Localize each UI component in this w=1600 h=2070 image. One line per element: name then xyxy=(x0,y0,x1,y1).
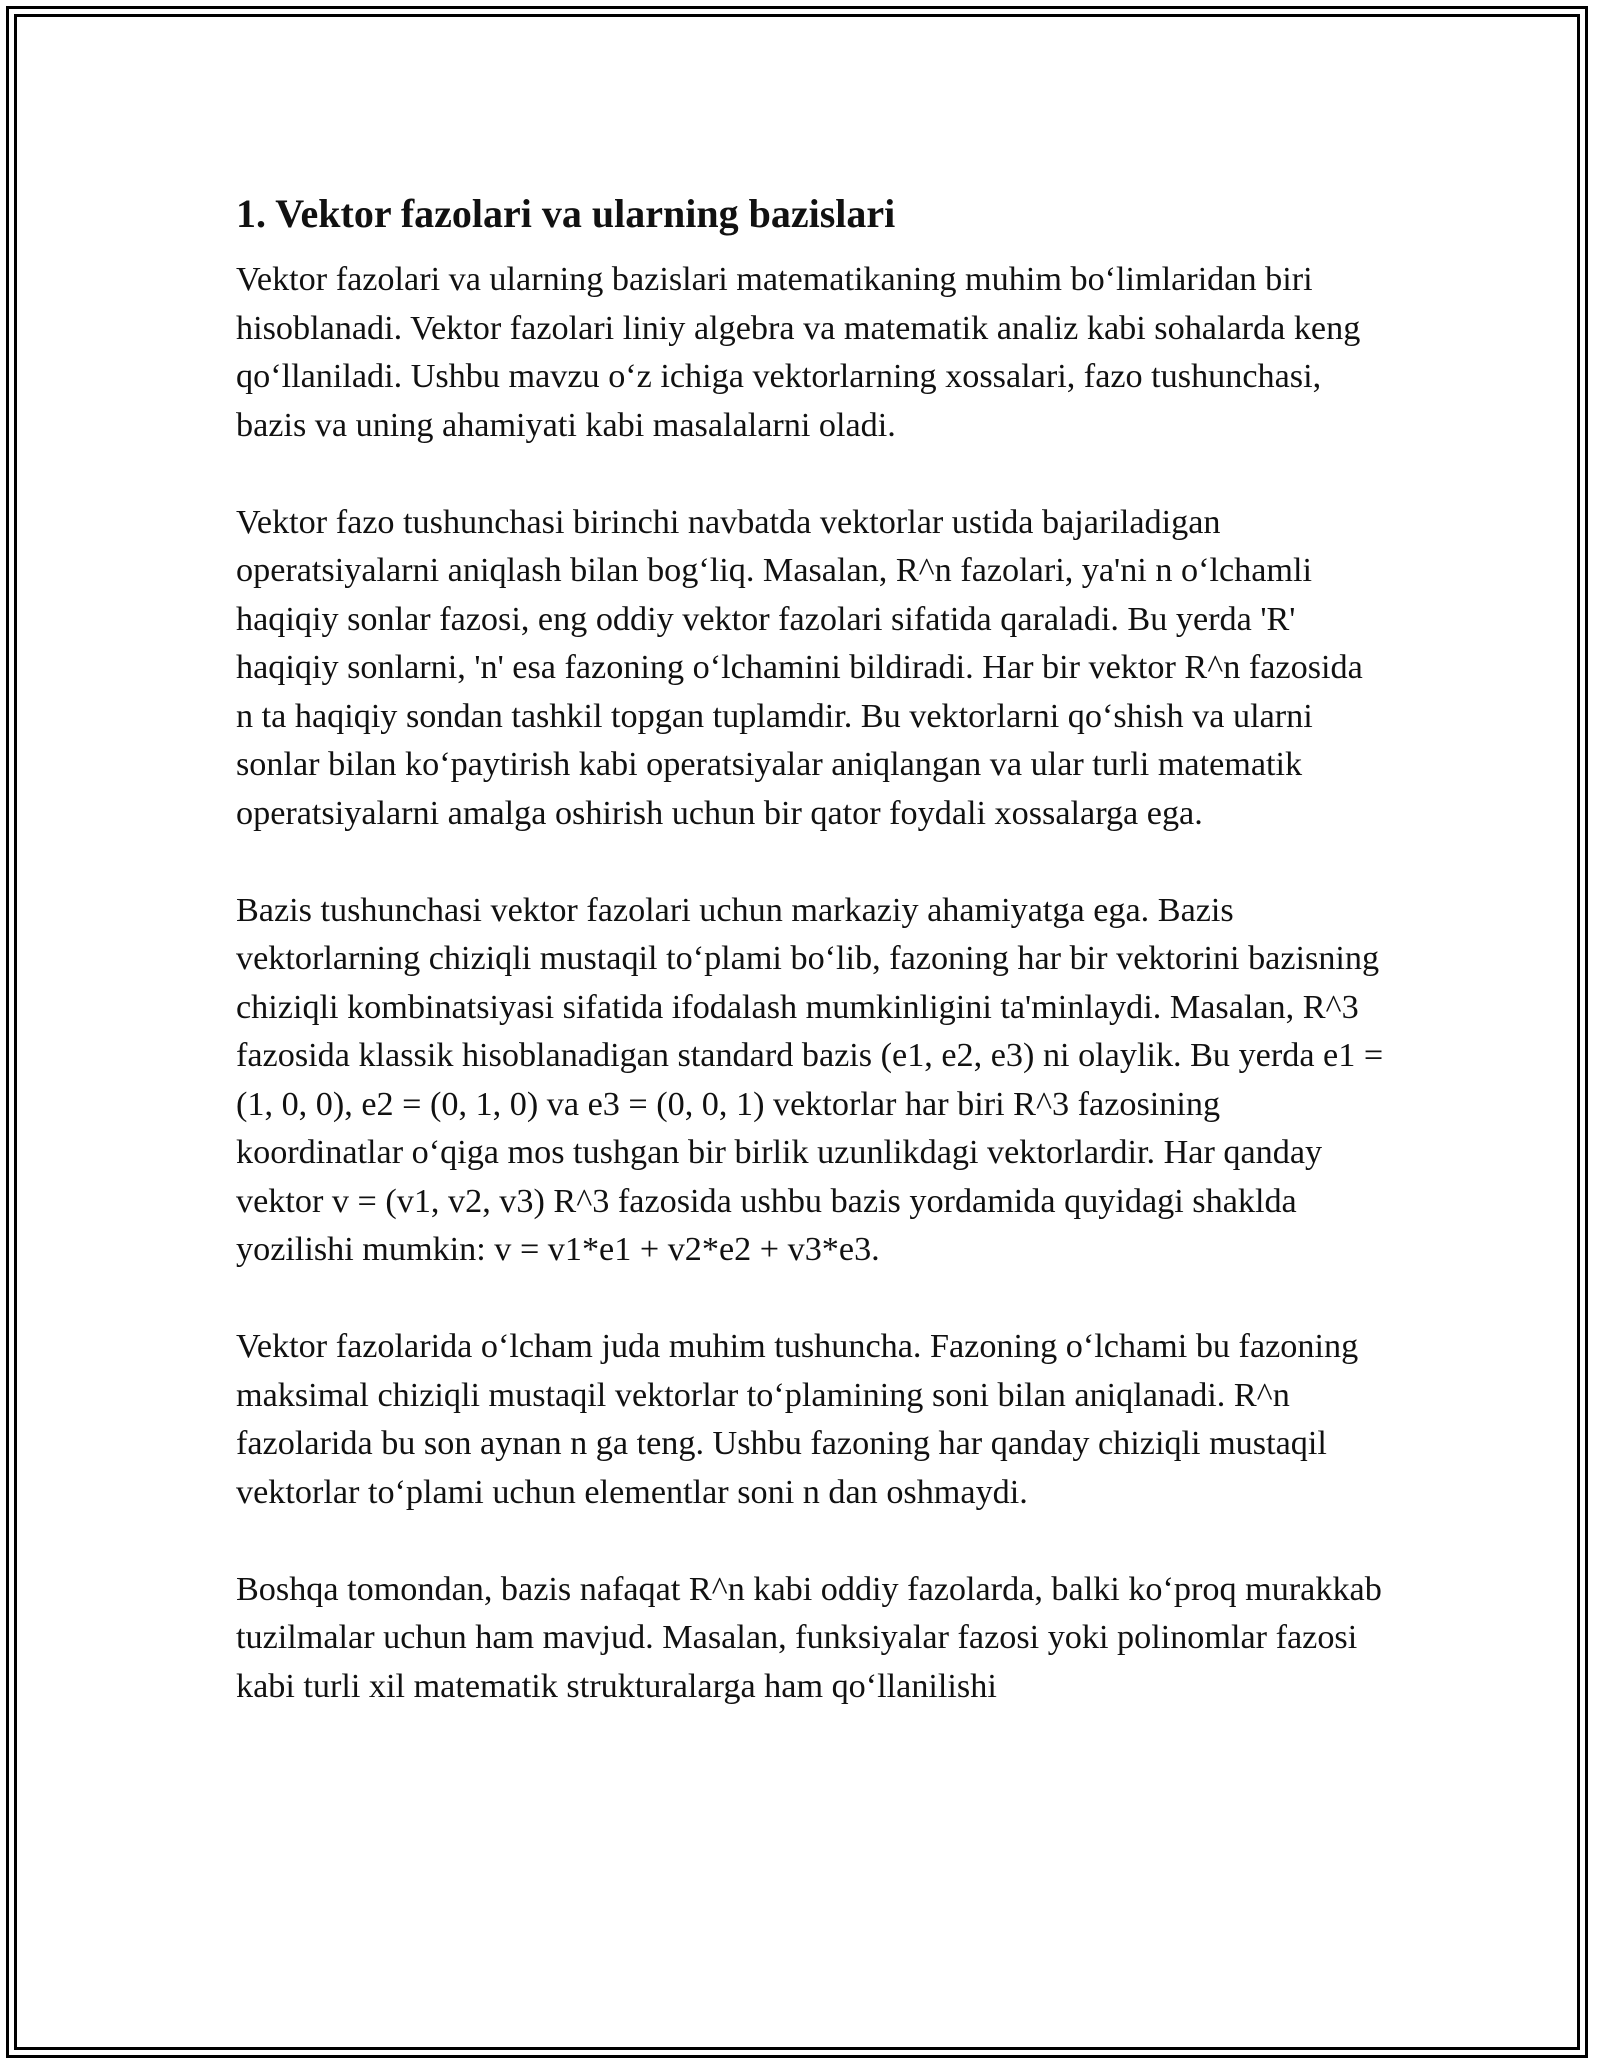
paragraph-vector-space-concept: Vektor fazo tushunchasi birinchi navbatda vektorlar ustida bajariladigan operatsiyalarni aniqlash bilan bog‘liq. Masalan, R^n fazolari, ya'ni n o‘lchamli haqiqiy sonlar fazosi, eng oddiy vektor fazolari sifatida qaraladi. Bu yerda 'R' haqiqiy sonlarni, 'n' esa fazoning o‘lchamini bildiradi. Har bir vektor R^n fazosida n ta haqiqiy sondan tashkil topgan tuplamdir. Bu vektorlarni qo‘shish va ularni sonlar bilan ko‘paytirish kabi operatsiyalar aniqlangan va ular turli matematik operatsiyalarni amalga oshirish uchun bir qator foydali xossalarga ega. xyxy=(236,503,1363,832)
section-title: 1. Vektor fazolari va ularning bazislari xyxy=(236,191,896,236)
paragraph-general-spaces: Boshqa tomondan, bazis nafaqat R^n kabi oddiy fazolarda, balki ko‘proq murakkab tuzilmalar uchun ham mavjud. Masalan, funksiyalar fazosi yoki polinomlar fazosi kabi turli xil matematik strukturalarga ham qo‘llanilishi xyxy=(236,1570,1382,1705)
paragraph-basis-concept: Bazis tushunchasi vektor fazolari uchun markaziy ahamiyatga ega. Bazis vektorlarning chiziqli mustaqil to‘plami bo‘lib, fazoning har bir vektorini bazisning chiziqli kombinatsiyasi sifatida ifodalash mumkinligini ta'minlaydi. Masalan, R^3 fazosida klassik hisoblanadigan standard bazis (e1, e2, e3) ni olaylik. Bu yerda e1 = (1, 0, 0), e2 = (0, 1, 0) va e3 = (0, 0, 1) vektorlar har biri R^3 fazosining koordinatlar o‘qiga mos tushgan bir birlik uzunlikdagi vektorlardir. Har qanday vektor v = (v1, v2, v3) R^3 fazosida ushbu bazis yordamida quyidagi shaklda yozilishi mumkin: v = v1*e1 + v2*e2 + v3*e3. xyxy=(236,891,1384,1268)
document-body xyxy=(236,188,1386,1760)
paragraph-dimension: Vektor fazolarida o‘lcham juda muhim tushuncha. Fazoning o‘lchami bu fazoning maksimal chiziqli mustaqil vektorlar to‘plamining soni bilan aniqlanadi. R^n fazolarida bu son aynan n ga teng. Ushbu fazoning har qanday chiziqli mustaqil vektorlar to‘plami uchun elementlar soni n dan oshmaydi. xyxy=(236,1328,1359,1511)
paragraph-intro: Vektor fazolari va ularning bazislari matematikaning muhim bo‘limlaridan biri hisoblanadi. Vektor fazolari liniy algebra va matematik analiz kabi sohalarda keng qo‘llaniladi. Ushbu mavzu o‘z ichiga vektorlarning xossalari, fazo tushunchasi, bazis va uning ahamiyati kabi masalalarni oladi. xyxy=(236,261,1361,444)
